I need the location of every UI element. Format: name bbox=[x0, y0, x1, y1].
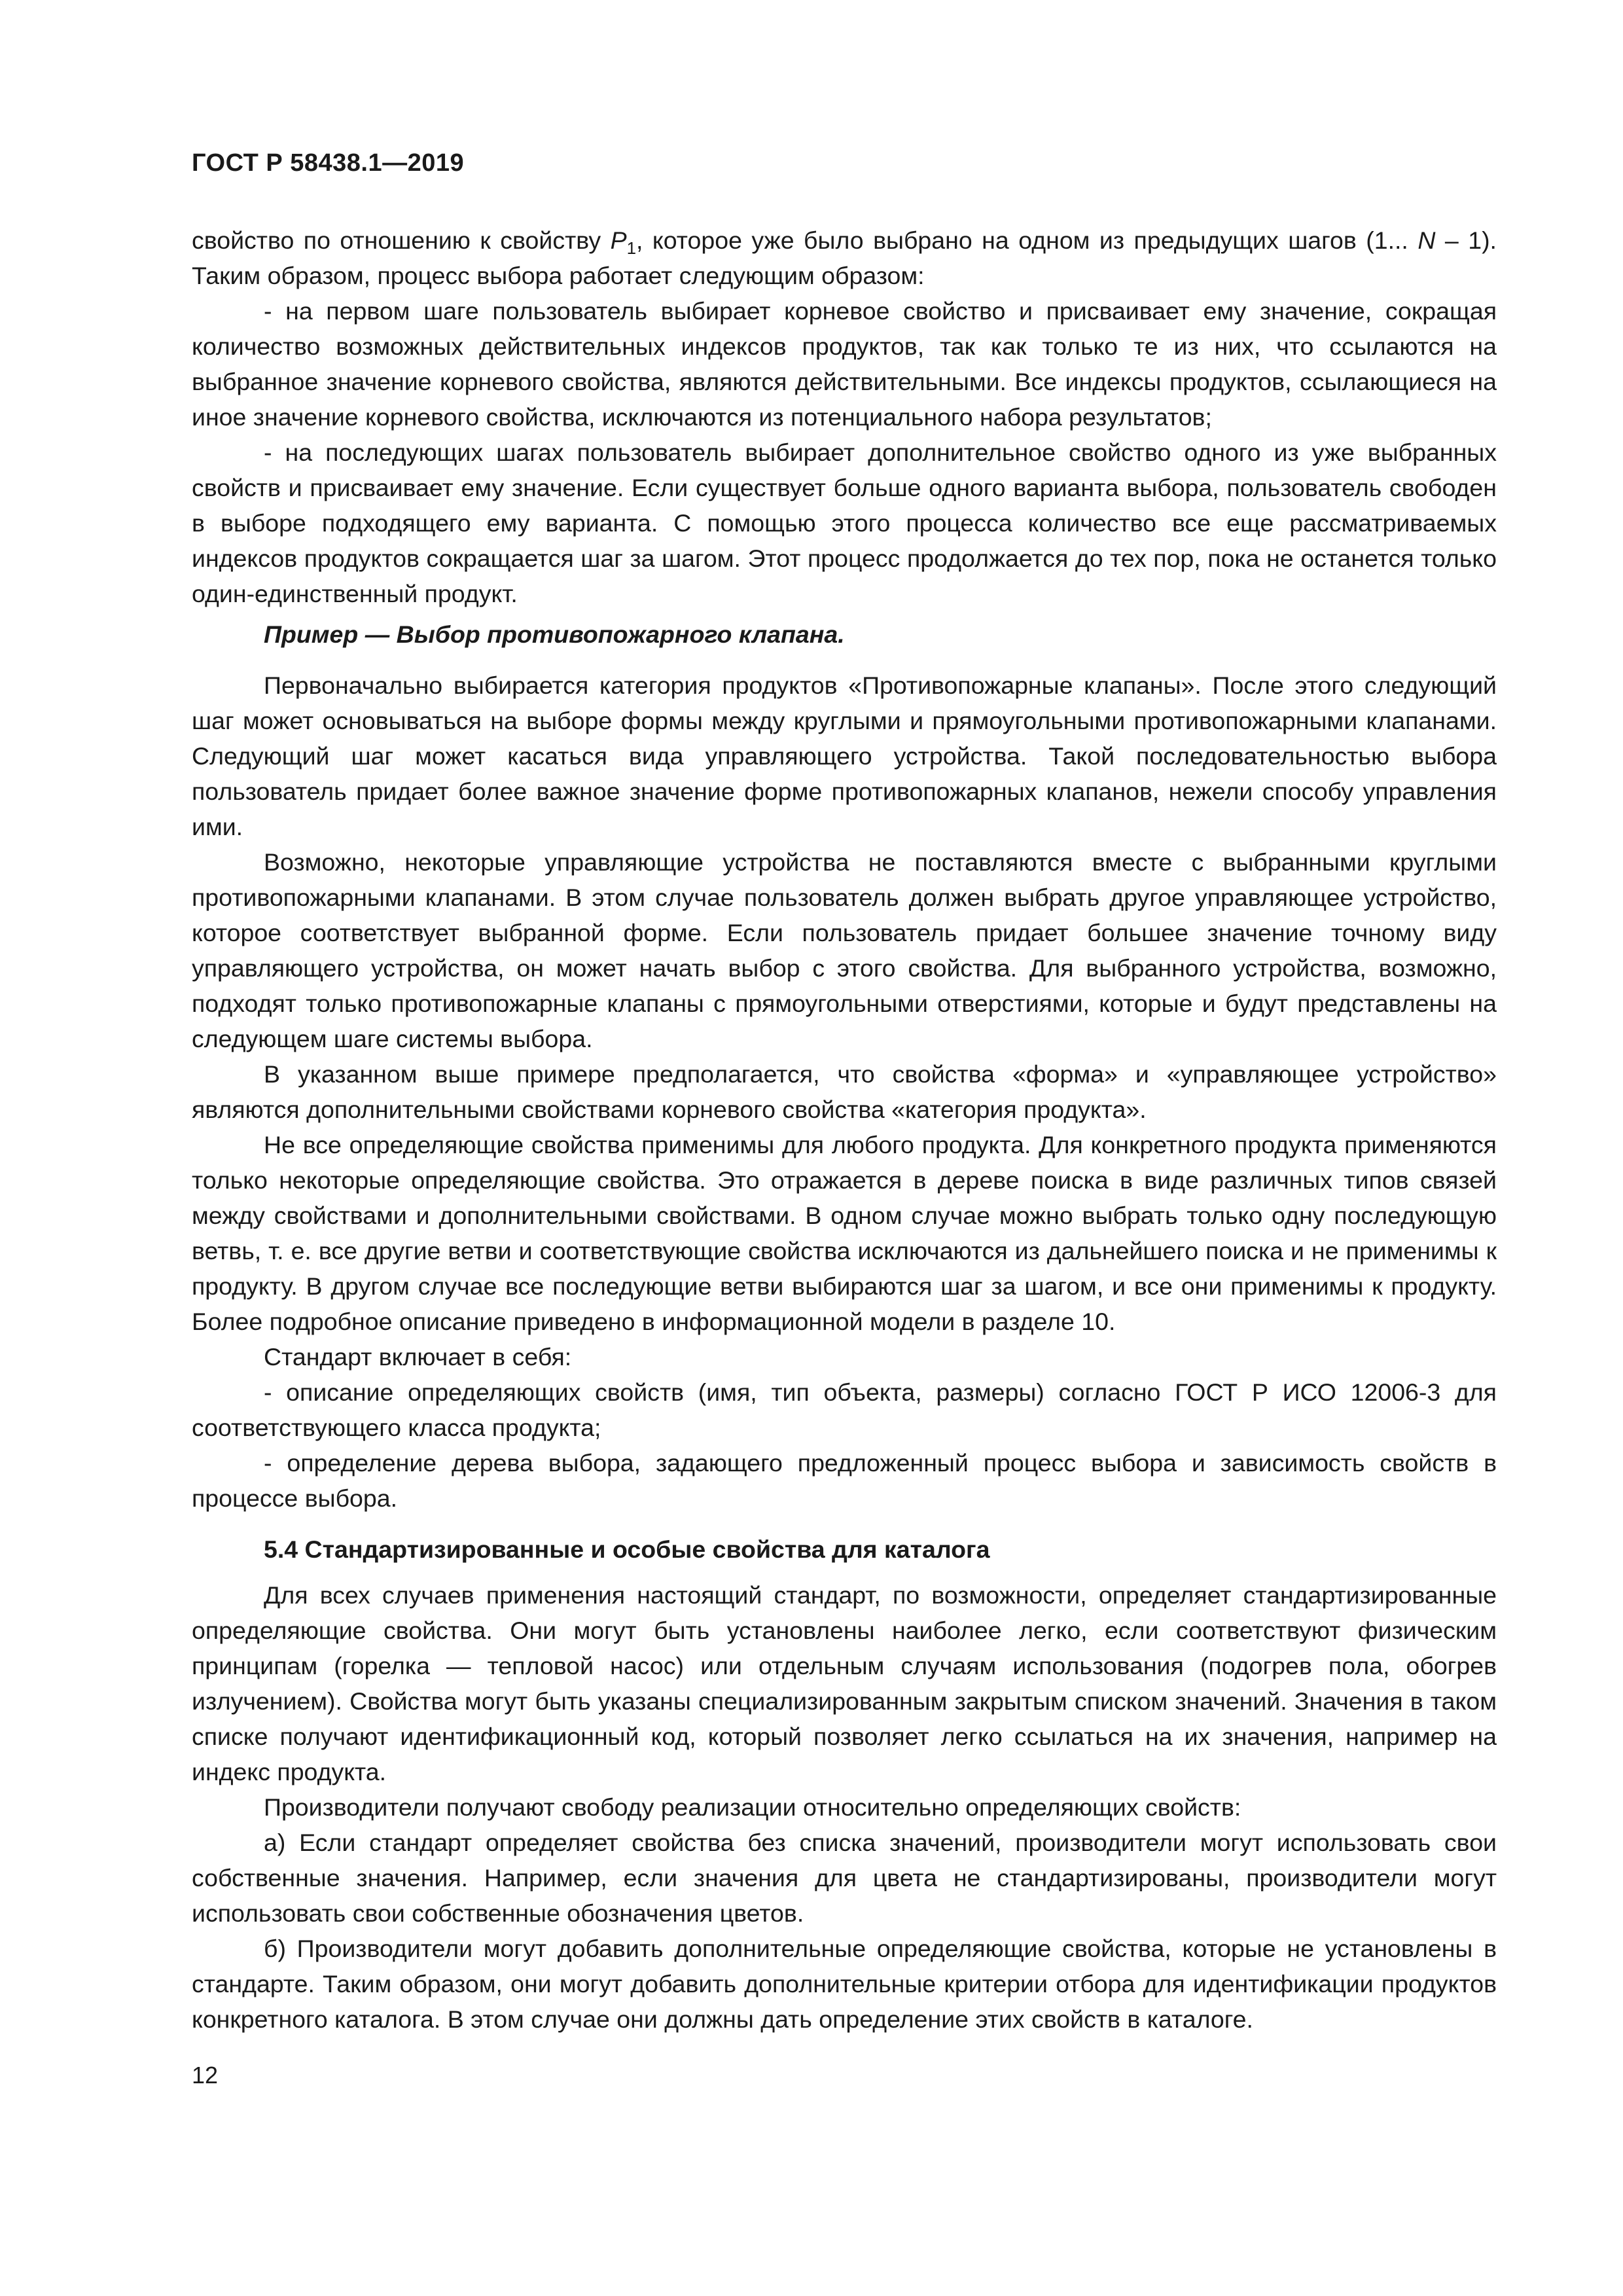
paragraph: Первоначально выбирается категория продуктов «Противопожарные клапаны». После этого следующий шаг может основываться на выборе формы между круглыми и прямоугольными противопожарными клапанами. Следующий шаг может касаться вида управляющего устройства. Такой последовательностью выбора пользователь придает более важное значение форме противопожарных клапанов, нежели способу управления ими. bbox=[192, 672, 1497, 840]
example-title: Пример — Выбор противопожарного клапана. bbox=[264, 620, 845, 648]
paragraph: Производители получают свободу реализации относительно определяющих свойств: bbox=[264, 1793, 1241, 1821]
list-item-first-step: - на первом шаге пользователь выбирает корневое свойство и присваивает ему значение, сокращая количество возможных действительных индексов продуктов, так как только те из них, что ссылаются на выбранное значение корневого свойства, являются действительными. Все индексы продуктов, ссылающиеся на иное значение корневого свойства, исключаются из потенциального набора результатов; bbox=[192, 297, 1497, 431]
paragraph-continuation: свойство по отношению к свойству $P_1$, которое уже было выбрано на одном из предыдущих шагов (1... N – 1). Таким образом, процесс выбора работает следующим образом: bbox=[192, 226, 1497, 289]
variable-n: N bbox=[1418, 226, 1436, 254]
section-heading: 5.4 Стандартизированные и особые свойства для каталога bbox=[264, 1535, 990, 1563]
variable-subscript: 1 bbox=[626, 238, 637, 258]
list-item-b: б) Производители могут добавить дополнительные определяющие свойства, которые не установлены в стандарте. Таким образом, они могут добавить дополнительные критерии отбора для идентификации продуктов конкретного каталога. В этом случае они должны дать определение этих свойств в каталоге. bbox=[192, 1935, 1497, 2033]
paragraph: Для всех случаев применения настоящий стандарт, по возможности, определяет стандартизированные определяющие свойства. Они могут быть установлены наиболее легко, если соответствуют физическим принципам (горелка — тепловой насос) или отдельным случаям использования (подогрев пола, обогрев излучением). Свойства могут быть указаны специализированным закрытым списком значений. Значения в таком списке получают идентификационный код, который позволяет легко ссылаться на их значения, например на индекс продукта. bbox=[192, 1581, 1497, 1785]
document-body bbox=[192, 223, 1497, 2037]
document-header-title: ГОСТ Р 58438.1—2019 bbox=[192, 149, 465, 177]
list-item: - определение дерева выбора, задающего предложенный процесс выбора и зависимость свойств в процессе выбора. bbox=[192, 1449, 1497, 1512]
paragraph: Не все определяющие свойства применимы для любого продукта. Для конкретного продукта применяются только некоторые определяющие свойства. Это отражается в дереве поиска в виде различных типов связей между свойствами и дополнительными свойствами. В одном случае можно выбрать только одну последующую ветвь, т. е. все другие ветви и соответствующие свойства исключаются из дальнейшего поиска и не применимы к продукту. В другом случае все последующие ветви выбираются шаг за шагом, и все они применимы к продукту. Более подробное описание приведено в информационной модели в разделе 10. bbox=[192, 1131, 1497, 1335]
list-item-next-steps: - на последующих шагах пользователь выбирает дополнительное свойство одного из уже выбранных свойств и присваивает ему значение. Если существует больше одного варианта выбора, пользователь свободен в выборе подходящего ему варианта. С помощью этого процесса количество все еще рассматриваемых индексов продуктов сокращается шаг за шагом. Этот процесс продолжается до тех пор, пока не останется только один-единственный продукт. bbox=[192, 439, 1497, 607]
variable-p: P bbox=[610, 226, 627, 254]
page-number: 12 bbox=[192, 2062, 219, 2089]
list-item-a: а) Если стандарт определяет свойства без списка значений, производители могут использовать свои собственные значения. Например, если значения для цвета не стандартизированы, производители могут использовать свои собственные обозначения цветов. bbox=[192, 1829, 1497, 1927]
paragraph: Возможно, некоторые управляющие устройства не поставляются вместе с выбранными круглыми противопожарными клапанами. В этом случае пользователь должен выбрать другое управляющее устройство, которое соответствует выбранной форме. Если пользователь придает большее значение точному виду управляющего устройства, он может начать выбор с этого свойства. Для выбранного устройства, возможно, подходят только противопожарные клапаны с прямоугольными отверстиями, которые и будут представлены на следующем шаге системы выбора. bbox=[192, 848, 1497, 1052]
paragraph: Стандарт включает в себя: bbox=[264, 1343, 572, 1371]
paragraph: В указанном выше примере предполагается, что свойства «форма» и «управляющее устройство» являются дополнительными свойствами корневого свойства «категория продукта». bbox=[192, 1060, 1497, 1123]
list-item: - описание определяющих свойств (имя, тип объекта, размеры) согласно ГОСТ Р ИСО 12006-3 для соответствующего класса продукта; bbox=[192, 1378, 1497, 1441]
